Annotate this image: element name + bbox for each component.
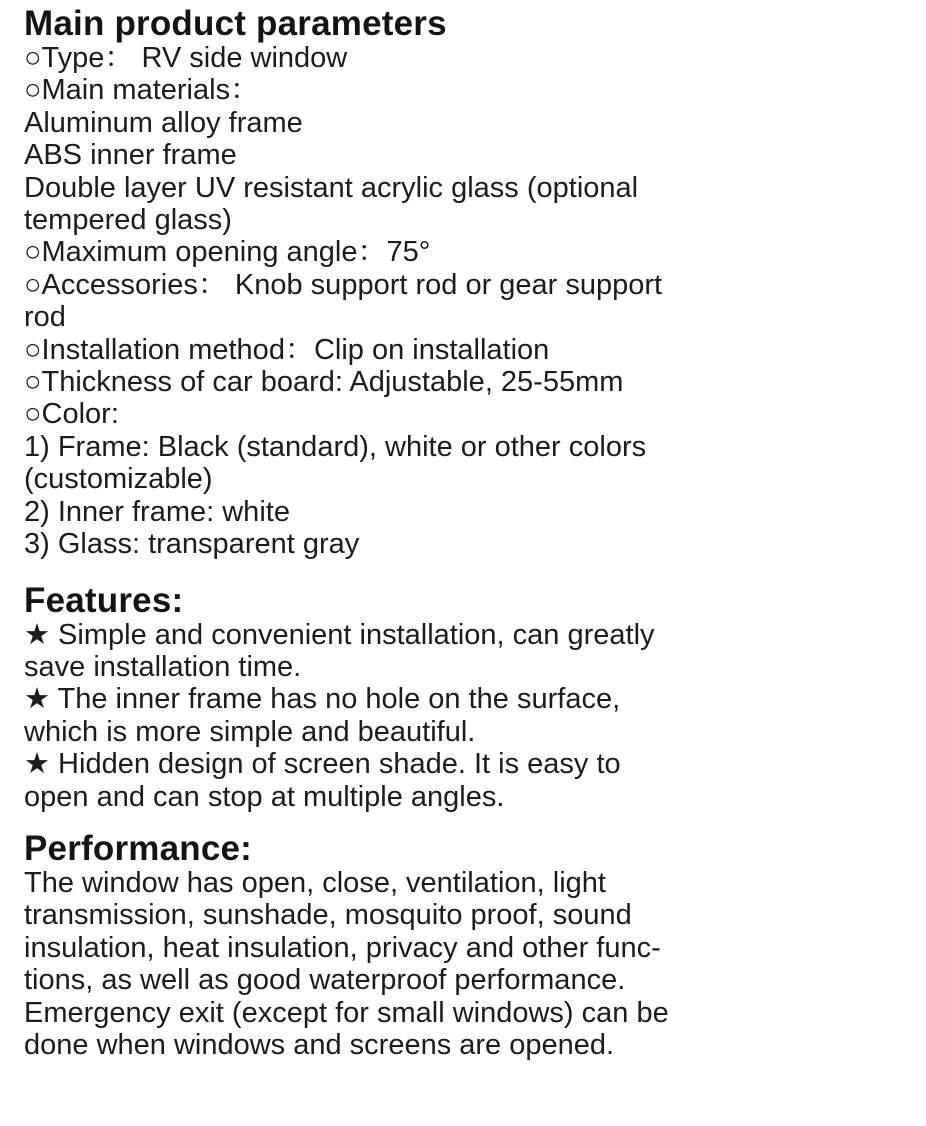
param-line: 2) Inner frame: white	[24, 495, 290, 528]
param-line: ○Type： RV side window	[24, 42, 348, 74]
param-line: rod	[24, 301, 66, 334]
param-line: Aluminum alloy frame	[24, 106, 303, 139]
main-parameters-heading: Main product parameters	[24, 4, 447, 43]
param-line: ○Main materials：	[24, 74, 260, 107]
param-line: ○Accessories： Knob support rod or gear support	[24, 268, 663, 301]
performance-line: The window has open, close, ventilation, light	[24, 866, 606, 899]
feature-line: ★ Simple and convenient installation, can greatly	[24, 618, 655, 651]
performance-line: tions, as well as good waterproof performance.	[24, 964, 626, 997]
param-line: ○Thickness of car board: Adjustable, 25-55mm	[24, 366, 624, 399]
param-line: 3) Glass: transparent gray	[24, 528, 360, 561]
section-spacer	[24, 561, 904, 583]
performance-line: insulation, heat insulation, privacy and other func-	[24, 931, 661, 964]
features-heading: Features:	[24, 580, 184, 620]
performance-line: Emergency exit (except for small windows) can be	[24, 996, 669, 1029]
feature-line: ★ Hidden design of screen shade. It is easy to	[24, 748, 621, 781]
feature-line: open and can stop at multiple angles.	[24, 780, 505, 813]
features-list	[24, 619, 904, 813]
param-line: (customizable)	[24, 463, 213, 496]
feature-line: ★ The inner frame has no hole on the surface,	[24, 683, 621, 716]
feature-line: save installation time.	[24, 650, 302, 683]
param-line: 1) Frame: Black (standard), white or other colors	[24, 430, 647, 463]
performance-heading: Performance:	[24, 828, 253, 868]
feature-line: which is more simple and beautiful.	[24, 715, 476, 748]
param-line: ○Color:	[24, 398, 119, 431]
document	[24, 6, 904, 1061]
performance-paragraph	[24, 867, 904, 1061]
param-line: ○Maximum opening angle：75°	[24, 236, 431, 269]
performance-line: done when windows and screens are opened.	[24, 1028, 615, 1061]
param-line: tempered glass)	[24, 204, 232, 237]
performance-line: transmission, sunshade, mosquito proof, sound	[24, 899, 632, 932]
main-parameters-list	[24, 42, 904, 561]
param-line: Double layer UV resistant acrylic glass (optional	[24, 171, 639, 204]
param-line: ○Installation method：Clip on installation	[24, 333, 550, 366]
param-line: ABS inner frame	[24, 139, 237, 172]
